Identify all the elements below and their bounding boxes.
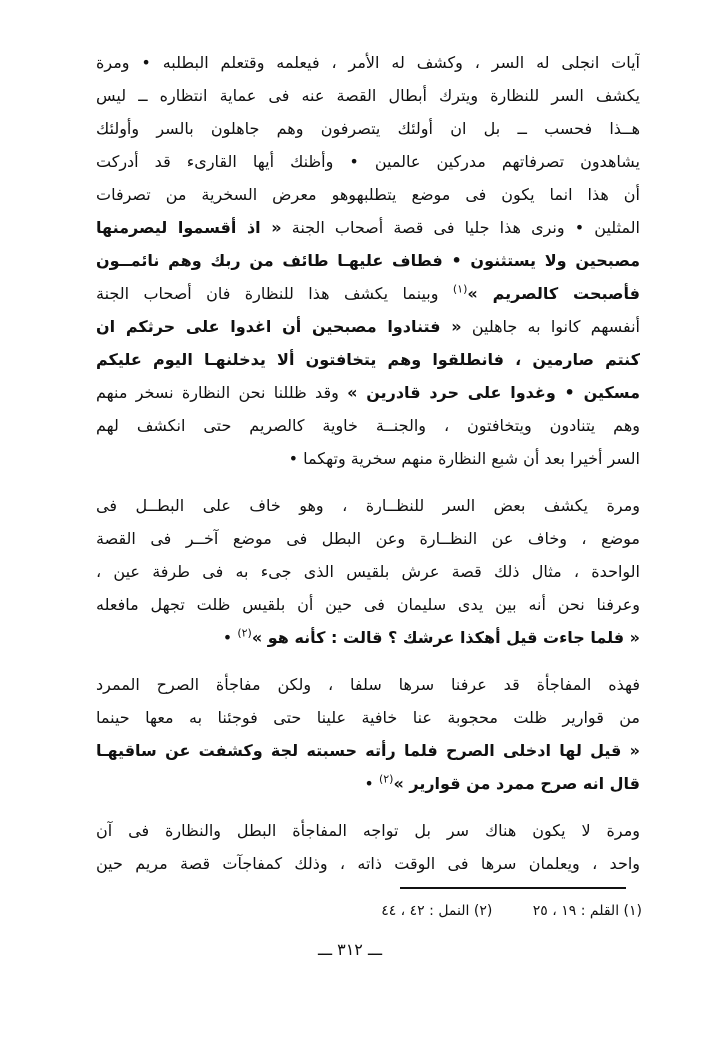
- quran-quote-line: مصبحين ولا يستثنون • فطاف عليهـا طائف من ربك وهم نائمــون: [96, 251, 640, 270]
- page-number: ـــ ٣١٢ ـــ: [317, 940, 383, 959]
- text-line: [96, 376, 640, 409]
- footnote-ref: (٢): [237, 626, 252, 640]
- plain-text: وبينما يكشف هذا للنظارة فان أصحاب الجنة: [96, 284, 439, 303]
- paragraph-4: [96, 814, 640, 880]
- quran-quote: « فلما جاءت قيل أهكذا عرشك ؟ قالت : كأنه هو »: [251, 628, 640, 647]
- paragraph-gap: [96, 800, 640, 814]
- text-line: موضع ، وخاف عن النظــارة وعن البطل فى موضع آخــر فى القصة: [96, 529, 640, 548]
- text-line: واحد ، ويعلمان سرها فى الوقت ذاته ، وذلك كمفاجآت قصة مريم حين: [96, 854, 640, 873]
- footnote-2: (٢) النمل : ٤٢ ، ٤٤: [381, 903, 493, 919]
- text-line: آيات انجلى له السر ، وكشف له الأمر ، فيعلمه وقتعلم البطلبه • ومرة: [96, 53, 640, 72]
- plain-text: أنفسهم كانوا به جاهلين: [471, 317, 640, 336]
- text-line: فهذه المفاجأة قد عرفنا سرها سلفا ، ولكن مفاجأة الصرح الممرد: [96, 675, 640, 694]
- quran-quote: فأصبحت كالصريم »: [467, 284, 640, 303]
- plain-text: المثلين • ونرى هذا جليا فى قصة أصحاب الجنة: [291, 218, 640, 237]
- text-line: ومرة يكشف بعض السر للنظــارة ، وهو خاف على البطــل فى: [96, 496, 640, 515]
- page-body: [96, 46, 640, 880]
- paragraph-1: [96, 46, 640, 475]
- text-line: [96, 277, 640, 310]
- text-line: يكشف السر للنظارة ويترك أبطال القصة عنه فى عماية انتظاره ــ ليس: [96, 86, 640, 105]
- quran-quote-line: كنتم صارمين ، فانطلقوا وهم يتخافتون ألا يدخلنهـا اليوم عليكم: [96, 350, 640, 369]
- paragraph-gap: [96, 654, 640, 668]
- text-line: يشاهدون تصرفاتهم مدركين عالمين • وأظنك أيها القارىء قد أدركت: [96, 152, 640, 171]
- plain-text: وقد ظللنا نحن النظارة نسخر منهم: [96, 383, 339, 402]
- text-line: من قوارير ظلت محجوبة عنا خافية علينا حتى فوجئنا به معها حينما: [96, 708, 640, 727]
- quran-quote-line: « قيل لها ادخلى الصرح فلما رأته حسبته لجة وكشفت عن ساقيهـا: [96, 741, 640, 760]
- paragraph-2: [96, 489, 640, 654]
- text-line: [96, 211, 640, 244]
- paragraph-3: [96, 668, 640, 800]
- paragraph-gap: [96, 475, 640, 489]
- end-mark: •: [364, 774, 374, 793]
- end-mark: •: [222, 628, 233, 647]
- text-line: الواحدة ، مثال ذلك قصة عرش بلقيس الذى جىء به فى طرفة عين ،: [96, 562, 640, 581]
- text-line: ومرة لا يكون هناك سر بل تواجه المفاجأة البطل والنظارة فى آن: [96, 821, 640, 840]
- quran-quote: « اذ أقسموا ليصرمنها: [96, 218, 282, 237]
- text-line: وعرفنا نحن أنه بين يدى سليمان فى حين أن بلقيس ظلت تجهل مافعله: [96, 595, 640, 614]
- text-line: السر أخيرا بعد أن شبع النظارة منهم سخرية وتهكما •: [288, 449, 640, 468]
- quran-quote: « فتنادوا مصبحين أن اغدوا على حرثكم ان: [96, 317, 462, 336]
- quran-quote: قال انه صرح ممرد من قوارير »: [393, 774, 640, 793]
- text-line: [96, 767, 640, 800]
- footnote-ref: (١): [452, 282, 468, 296]
- footnote-ref: (٢): [378, 772, 394, 786]
- text-line: أن هذا انما يكون فى موضع يتطلبهوهو معرض السخرية من تصرفات: [96, 185, 640, 204]
- footnote-1: (١) القلم : ١٩ ، ٢٥: [532, 903, 642, 919]
- footnotes: [250, 897, 642, 925]
- quran-quote: مسكين • وغدوا على حرد قادرين »: [347, 383, 640, 402]
- text-line: وهم يتنادون ويتخافتون ، والجنــة خاوية كالصريم حتى انكشف لهم: [96, 416, 640, 435]
- text-line: هــذا فحسب ــ بل ان أولئك يتصرفون وهم جاهلون بالسر وأولئك: [96, 119, 640, 138]
- text-line: [96, 310, 640, 343]
- text-line: [96, 621, 640, 654]
- footnote-divider: [400, 887, 626, 889]
